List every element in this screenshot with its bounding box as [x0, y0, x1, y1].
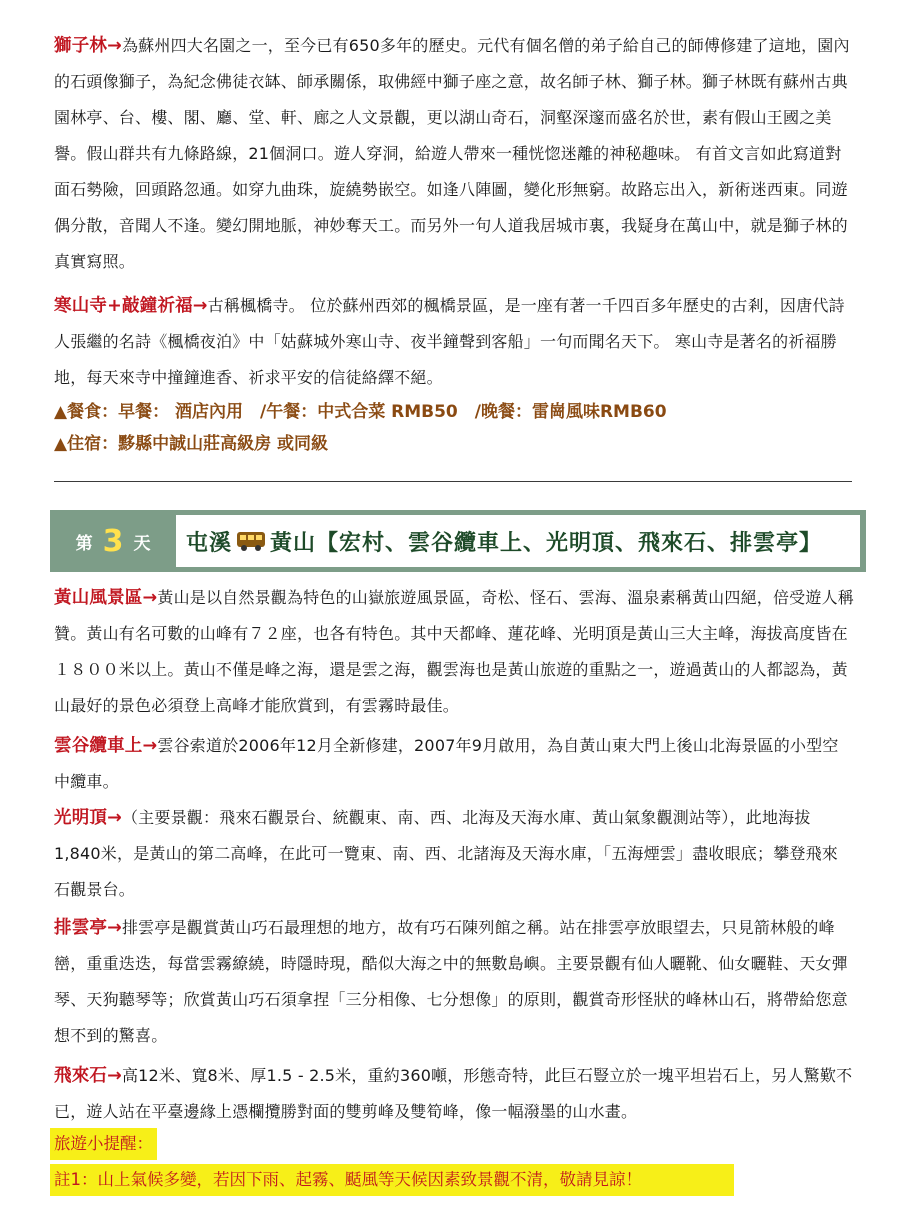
huangshan-heading: 黃山風景區→ [54, 588, 158, 608]
guangmingding-heading: 光明頂→ [54, 808, 122, 828]
yungu-text: 雲谷索道於2006年12月全新修建，2007年9月啟用，為自黃山東大門上後山北海景區的小型空中纜車。 [54, 736, 839, 791]
feilaishi-heading: 飛來石→ [54, 1066, 122, 1086]
tips-heading: 旅遊小提醒： [50, 1128, 157, 1160]
day-suffix: 天 [133, 533, 151, 554]
day-label [50, 510, 176, 572]
day-header [50, 510, 866, 572]
shizilin-text: 為蘇州四大名園之一，至今已有650多年的歷史。元代有個名僧的弟子給自己的師傅修建了這地，園內的石頭像獅子，為紀念佛徒衣缽、師承關係，取佛經中獅子座之意，故名師子林、獅子林。獅子林既有蘇州古典園林亭、台、樓、閣、廳、堂、軒、廊之人文景觀，更以湖山奇石，洞壑深邃而盛名於世，素有假山王國之美譽。假山群共有九條路線，21個洞口。遊人穿洞，給遊人帶來一種恍惚迷離的神秘趣味。 有首文言如此寫道對面石勢險，回頭路忽通。如穿九曲珠，旋繞勢嵌空。如逢八陣圖，變化形無窮。故路忘出入，新術迷西東。同遊偶分散，音聞人不逢。變幻開地脈，神妙奪天工。而另外一句人道我居城市裏，我疑身在萬山中，就是獅子林的真實寫照。 [54, 36, 850, 271]
yungu-heading: 雲谷纜車上→ [54, 736, 158, 756]
route-from: 屯溪 [186, 530, 233, 556]
shizilin-paragraph [54, 28, 854, 280]
hanshan-text: 古稱楓橋寺。 位於蘇州西郊的楓橋景區，是一座有著一千四百多年歷史的古剎，因唐代詩人張繼的名詩《楓橋夜泊》中「姑蘇城外寒山寺、夜半鐘聲到客船」一句而聞名天下。 寒山寺是著名的祈福勝地，每天來寺中撞鐘進香、祈求平安的信徒絡繹不絕。 [54, 296, 845, 387]
paiyunting-heading: 排雲亭→ [54, 918, 122, 938]
tips-note: 註1：山上氣候多變，若因下雨、起霧、颳風等天候因素致景觀不清，敬請見諒！ [50, 1164, 734, 1196]
bus-icon [236, 530, 266, 552]
hanshan-paragraph [54, 288, 854, 396]
paiyunting-text: 排雲亭是觀賞黃山巧石最理想的地方，故有巧石陳列館之稱。站在排雲亭放眼望去，只見箭林般的峰巒，重重迭迭，每當雲霧繚繞，時隱時現，酷似大海之中的無數島嶼。主要景觀有仙人曬靴、仙女曬鞋、天女彈琴、天狗聽琴等；欣賞黃山巧石須拿捏「三分相像、七分想像」的原則，觀賞奇形怪狀的峰林山石，將帶給您意想不到的驚喜。 [54, 918, 848, 1045]
guangmingding-text: （主要景觀：飛來石觀景台、統觀東、南、西、北海及天海水庫、黃山氣象觀測站等），此地海拔1,840米，是黃山的第二高峰，在此可一覽東、南、西、北諸海及天海水庫，「五海煙雲」盡收眼底；攀登飛來石觀景台。 [54, 808, 839, 899]
hanshan-heading: 寒山寺+敲鐘祈福→ [54, 296, 208, 316]
feilaishi-paragraph [54, 1058, 854, 1130]
huangshan-paragraph [54, 580, 854, 724]
paiyunting-paragraph [54, 910, 854, 1054]
feilaishi-text: 高12米、寬8米、厚1.5 - 2.5米，重約360噸，形態奇特，此巨石豎立於一塊平坦岩石上，另人驚歎不已，遊人站在平臺邊緣上憑欄攬勝對面的雙剪峰及雙筍峰，像一幅潑墨的山水畫。 [54, 1066, 853, 1121]
meals-line: ▲餐食：早餐： 酒店內用 /午餐：中式合菜 RMB50 /晚餐：雷崗風味RMB60 [54, 402, 667, 422]
day-prefix: 第 [75, 533, 93, 554]
hotel-line: ▲住宿：黟縣中誠山莊高級房 或同級 [54, 434, 328, 454]
day-number: 3 [102, 523, 124, 559]
guangmingding-paragraph [54, 800, 854, 908]
day-route-title [176, 515, 860, 567]
shizilin-heading: 獅子林→ [54, 36, 122, 56]
huangshan-text: 黃山是以自然景觀為特色的山嶽旅遊風景區，奇松、怪石、雲海、溫泉素稱黃山四絕，倍受遊人稱贊。黃山有名可數的山峰有７２座，也各有特色。其中天都峰、蓮花峰、光明頂是黃山三大主峰，海拔高度皆在１８００米以上。黃山不僅是峰之海，還是雲之海，觀雲海也是黃山旅遊的重點之一，遊過黃山的人都認為，黃山最好的景色必須登上高峰才能欣賞到，有雲霧時最佳。 [54, 588, 854, 715]
yungu-paragraph [54, 728, 854, 800]
route-destination: 黃山【宏村、雲谷纜車上、光明頂、飛來石、排雲亭】 [270, 530, 823, 556]
section-divider [54, 481, 852, 482]
